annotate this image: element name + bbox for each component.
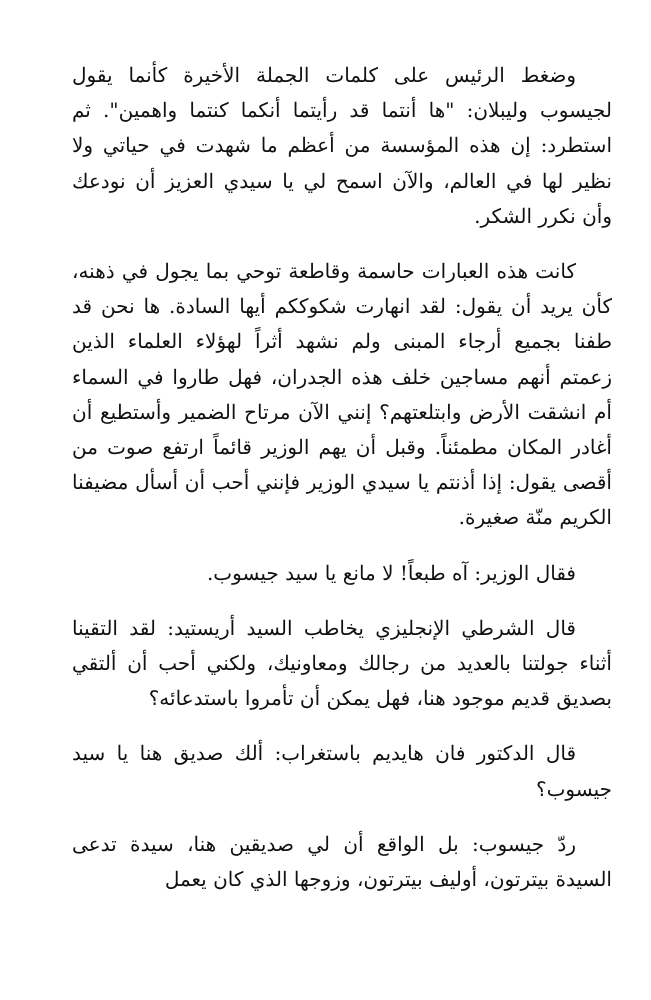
paragraph: كانت هذه العبارات حاسمة وقاطعة توحي بما يجول في ذهنه، كأن يريد أن يقول: لقد انهارت شكوككم أيها السادة. ها نحن قد طفنا بجميع أرجاء المبنى ولم نشهد أثراً لهؤلاء العلماء الذين زعمتم أنهم مساجين خلف هذه الجدران، فهل طاروا في السماء أم انشقت الأرض وابتلعتهم؟ إنني الآن مرتاح الضمير وأستطيع أن أغادر المكان مطمئناً. وقبل أن يهم الوزير قائماً ارتفع صوت من أقصى يقول: إذا أذنتم يا سيدي الوزير فإنني أحب أن أسأل مضيفنا الكريم منّة صغيرة. — [72, 259, 612, 530]
document-page — [72, 58, 612, 897]
paragraph: وضغط الرئيس على كلمات الجملة الأخيرة كأنما يقول لجيسوب وليبلان: "ها أنتما قد رأيتما أنكما كنتما واهمين". ثم استطرد: إن هذه المؤسسة من أعظم ما شهدت في حياتي ولا نظير لها في العالم، والآن اسمح لي يا سيدي العزيز أن نودعك وأن نكرر الشكر. — [72, 63, 612, 228]
paragraph: قال الدكتور فان هايديم باستغراب: ألك صديق هنا يا سيد جيسوب؟ — [72, 741, 612, 801]
paragraph: ردّ جيسوب: بل الواقع أن لي صديقين هنا، سيدة تدعى السيدة بيترتون، أوليف بيترتون، وزوجها الذي كان يعمل — [72, 831, 612, 892]
paragraph: قال الشرطي الإنجليزي يخاطب السيد أريستيد: لقد التقينا أثناء جولتنا بالعديد من رجالك ومعاونيك، ولكني أحب أن ألتقي بصديق قديم موجود هنا، فهل يمكن أن تأمروا باستدعائه؟ — [72, 615, 612, 711]
paragraph: فقال الوزير: آه طبعاً! لا مانع يا سيد جيسوب. — [206, 560, 576, 585]
